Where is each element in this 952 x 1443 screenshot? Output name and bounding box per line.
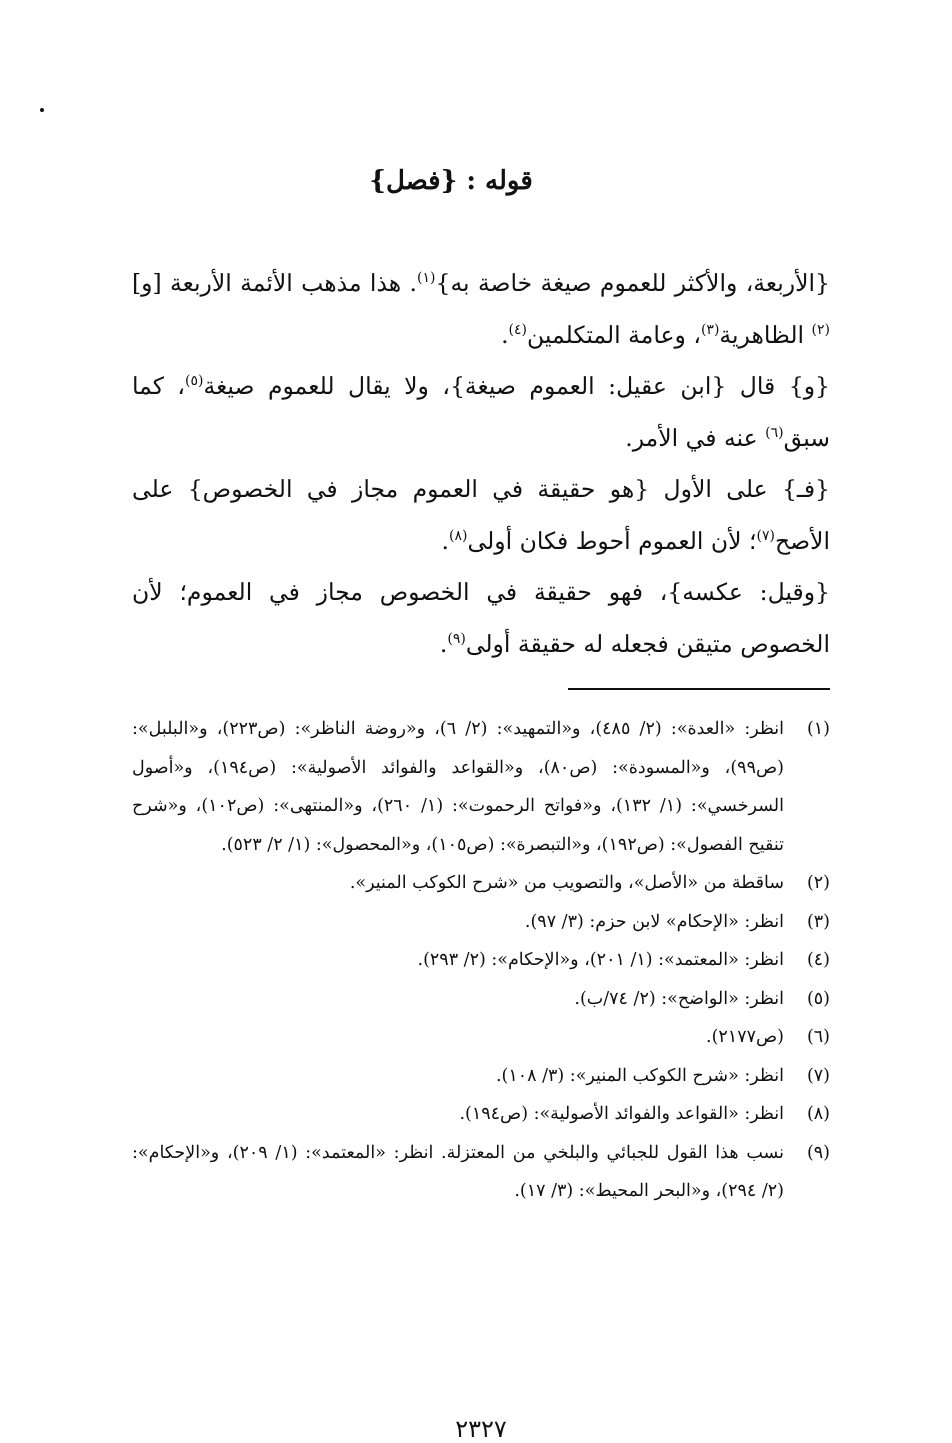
footnotes xyxy=(132,710,830,1211)
footnote xyxy=(132,1134,830,1211)
text-run: . xyxy=(439,629,448,658)
footnote-text: انظر: «الإحكام» لابن حزم: (٣/ ٩٧). xyxy=(524,911,784,932)
footnote xyxy=(132,1095,830,1134)
footnote xyxy=(132,1057,830,1096)
footnote-number: (٦) xyxy=(806,1027,830,1047)
footnote-text: انظر: «المعتمد»: (١/ ٢٠١)، و«الإحكام»: (٢/ ٢٩٣). xyxy=(417,950,784,970)
footnote-text: نسب هذا القول للجبائي والبلخي من المعتزلة. انظر: «المعتمد»: (١/ ٢٠٩)، و«الإحكام»: (٢/ ٢٩٤)، و«البحر المحيط»: (٣/ ١٧). xyxy=(132,1142,784,1201)
footnote-number: (٤) xyxy=(806,950,830,970)
footnote-text: انظر: «العدة»: (٢/ ٤٨٥)، و«التمهيد»: (٢/ ٦)، و«روضة الناظر»: (ص٢٢٣)، و«البلبل»: (ص٩٩)، و«المسودة»: (ص٨٠)، و«القواعد والفوائد الأصولية»: (ص١٩٤)، و«أصول السرخسي»: (١/ ١٣٢)، و«فواتح الرحموت»: (١/ ٢٦٠)، و«المنتهى»: (ص١٠٢)، و«شرح تنقيح الفصول»: (ص١٩٢)، و«التبصرة»: (ص١٠٥)، و«المحصول»: (١/ ٢/ ٥٢٣). xyxy=(132,719,785,855)
footnote-ref: (٢) xyxy=(811,321,830,338)
footnote xyxy=(132,941,830,980)
footnote-number: (٢) xyxy=(806,873,830,893)
text-run: {فـ} على الأول {هو حقيقة في العموم مجاز في الخصوص} على الأصح xyxy=(132,475,830,555)
text-run: {و} قال {ابن عقيل: العموم صيغة}، ولا يقال للعموم صيغة xyxy=(203,372,830,400)
text-run: . هذا مذهب الأئمة الأربعة [و] xyxy=(132,269,418,297)
heading-prefix: قوله : xyxy=(466,166,533,196)
paragraph xyxy=(132,258,830,361)
section-heading xyxy=(132,150,830,220)
text-run: الظاهرية xyxy=(719,320,812,349)
footnote-number: (٥) xyxy=(806,988,830,1009)
footnote-number: (٣) xyxy=(806,911,830,932)
footnote xyxy=(132,903,830,942)
footnote-ref: (٣) xyxy=(700,321,720,338)
main-text xyxy=(132,258,830,670)
text-run: . xyxy=(441,526,450,555)
footnote-text: ساقطة من «الأصل»، والتصويب من «شرح الكوكب المنير». xyxy=(349,873,784,893)
footnote-ref: (٨) xyxy=(449,527,468,544)
paragraph xyxy=(132,567,830,670)
paragraph xyxy=(132,464,830,567)
footnote xyxy=(132,710,830,864)
footnote xyxy=(132,864,830,903)
footnote-number: (١) xyxy=(806,719,830,739)
page-content xyxy=(132,150,830,1443)
text-run: {الأربعة، والأكثر للعموم صيغة خاصة به} xyxy=(435,269,830,297)
text-run: عنه في الأمر. xyxy=(625,423,766,452)
footnote-separator xyxy=(568,688,830,690)
footnote-ref: (٧) xyxy=(756,527,775,544)
heading-title: {فصل} xyxy=(369,166,458,196)
footnote-ref: (٩) xyxy=(447,630,466,647)
footnote-ref: (١) xyxy=(417,270,436,287)
footnote-number: (٧) xyxy=(806,1065,830,1086)
footnote-ref: (٤) xyxy=(508,321,528,338)
footnote xyxy=(132,980,830,1019)
footnote-number: (٨) xyxy=(806,1104,830,1124)
stray-dot xyxy=(40,108,44,112)
text-run: {وقيل: عكسه}، فهو حقيقة في الخصوص مجاز في العموم؛ لأن الخصوص متيقن فجعله له حقيقة أولى xyxy=(132,578,830,658)
text-run: ؛ لأن العموم أحوط فكان أولى xyxy=(467,526,757,555)
footnote-text: انظر: «شرح الكوكب المنير»: (٣/ ١٠٨). xyxy=(495,1065,784,1086)
footnote-ref: (٦) xyxy=(765,424,784,441)
paragraph xyxy=(132,361,830,464)
footnote-number: (٩) xyxy=(806,1142,830,1163)
page-number: ٢٣٢٧ xyxy=(455,1415,507,1443)
text-run: . xyxy=(501,320,509,349)
footnote-ref: (٥) xyxy=(185,373,204,390)
footnote-text: (ص٢١٧٧). xyxy=(706,1027,784,1047)
footnote xyxy=(132,1018,830,1057)
text-run: ، كما سبق xyxy=(132,372,830,452)
footnote-text: انظر: «الواضح»: (٢/ ٧٤/ب). xyxy=(574,988,784,1009)
text-run: ، وعامة المتكلمين xyxy=(527,320,701,349)
footnote-text: انظر: «القواعد والفوائد الأصولية»: (ص١٩٤). xyxy=(459,1104,784,1124)
